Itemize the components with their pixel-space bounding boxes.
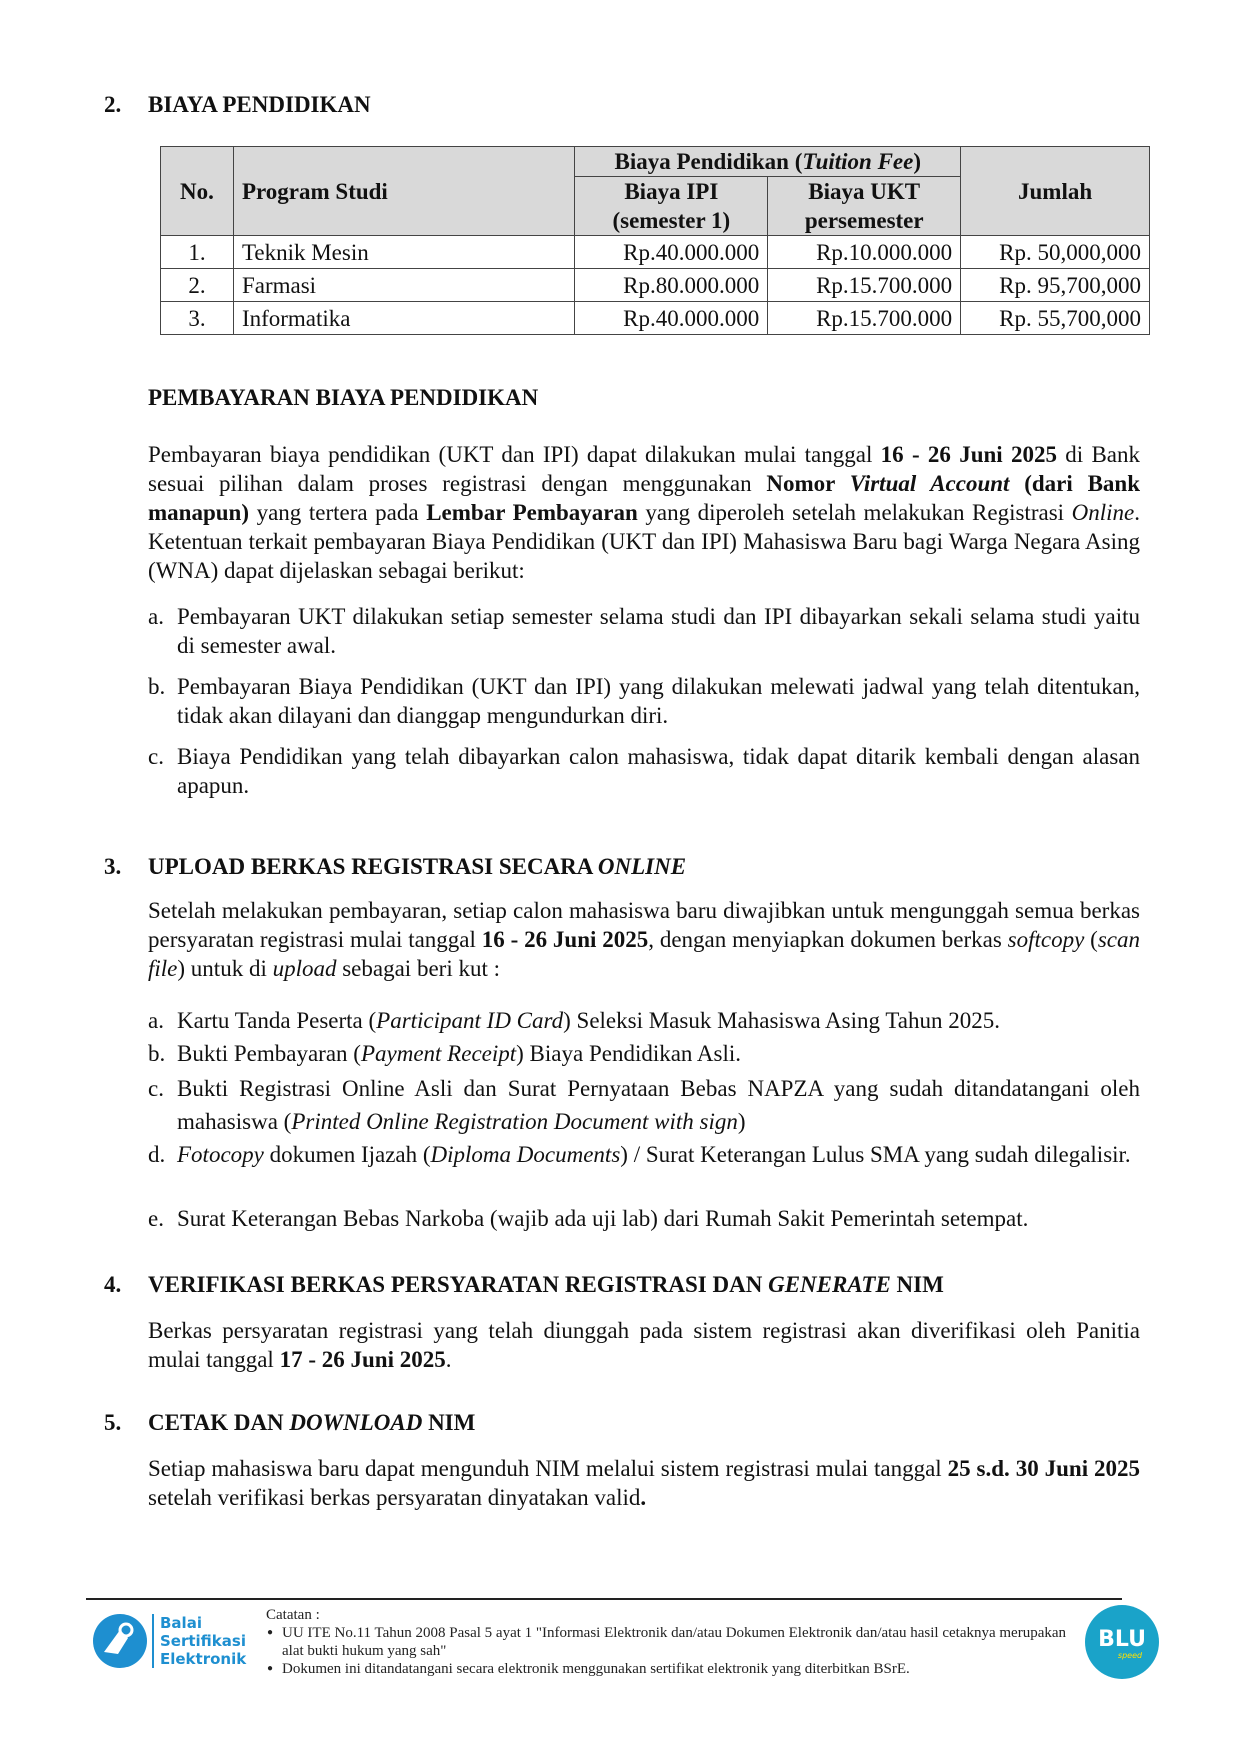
list-item: a. Kartu Tanda Peserta (Participant ID Card) Seleksi Masuk Mahasiswa Asing Tahun 2025.: [148, 1008, 1000, 1033]
footer-notes: [266, 1606, 1086, 1678]
cell-ukt: Rp.10.000.000: [768, 236, 961, 269]
list-item: c. Bukti Registrasi Online Asli dan Surat Pernyataan Bebas NAPZA yang sudah ditandatangani oleh mahasiswa (Printed Online Registration Document with sign): [148, 1076, 1140, 1134]
cell-program: Teknik Mesin: [233, 236, 574, 269]
blu-logo-subtext: speed: [1117, 1651, 1143, 1660]
list-item: d. Fotocopy dokumen Ijazah (Diploma Documents) / Surat Keterangan Lulus SMA yang sudah dilegalisir.: [148, 1142, 1131, 1167]
list-item: b. Bukti Pembayaran (Payment Receipt) Biaya Pendidikan Asli.: [148, 1041, 742, 1066]
list-item: a. Pembayaran UKT dilakukan setiap semester selama studi dan IPI dibayarkan sekali selama studi yaitu di semester awal.: [148, 604, 1140, 658]
table-row: [161, 269, 1150, 302]
section-title: VERIFIKASI BERKAS PERSYARATAN REGISTRASI DAN GENERATE NIM: [148, 1272, 944, 1297]
list-item: e. Surat Keterangan Bebas Narkoba (wajib ada uji lab) dari Rumah Sakit Pemerintah setempat.: [148, 1206, 1029, 1231]
col-header-ipi: Biaya IPI (semester 1): [575, 177, 768, 236]
list-item: b. Pembayaran Biaya Pendidikan (UKT dan IPI) yang dilakukan melewati jadwal yang telah ditentukan, tidak akan dilayani dan dianggap mengundurkan diri.: [148, 674, 1140, 728]
footer-note: ● Dokumen ini ditandatangani secara elektronik menggunakan sertifikat elektronik yang diterbitkan BSrE.: [282, 1660, 1086, 1678]
col-header-program: Program Studi: [233, 147, 574, 236]
section-title: BIAYA PENDIDIKAN: [148, 92, 371, 117]
blu-logo-text: BLU: [1098, 1627, 1146, 1652]
verification-paragraph: Berkas persyaratan registrasi yang telah diunggah pada sistem registrasi akan diverifikasi oleh Panitia mulai tanggal 17 - 26 Juni 2025.: [148, 1318, 1140, 1372]
cell-jumlah: Rp. 50,000,000: [961, 236, 1150, 269]
blu-speed-logo: [1084, 1604, 1160, 1680]
download-paragraph: Setiap mahasiswa baru dapat mengunduh NIM melalui sistem registrasi mulai tanggal 25 s.d. 30 Juni 2025 setelah verifikasi berkas persyaratan dinyatakan valid.: [148, 1456, 1141, 1510]
cell-jumlah: Rp. 95,700,000: [961, 269, 1150, 302]
col-header-group: Biaya Pendidikan (Tuition Fee): [575, 147, 961, 177]
section-number: 3.: [104, 854, 122, 879]
cell-ukt: Rp.15.700.000: [768, 269, 961, 302]
footer-divider: [86, 1598, 1122, 1600]
bsre-logo-line: Elektronik: [160, 1650, 247, 1668]
cell-no: 1.: [161, 236, 234, 269]
cell-ipi: Rp.40.000.000: [575, 236, 768, 269]
col-header-jumlah: Jumlah: [961, 147, 1150, 236]
section-number: 5.: [104, 1410, 122, 1435]
bsre-logo-line: Balai: [160, 1614, 202, 1632]
col-header-ukt: Biaya UKT persemester: [768, 177, 961, 236]
section-title: CETAK DAN DOWNLOAD NIM: [148, 1410, 476, 1435]
col-header-no: No.: [161, 147, 234, 236]
section-title: UPLOAD BERKAS REGISTRASI SECARA ONLINE: [148, 854, 687, 879]
cell-no: 3.: [161, 302, 234, 335]
bsre-logo: [90, 1608, 250, 1674]
cell-program: Farmasi: [233, 269, 574, 302]
cell-ipi: Rp.40.000.000: [575, 302, 768, 335]
upload-paragraph: Setelah melakukan pembayaran, setiap calon mahasiswa baru diwajibkan untuk mengunggah semua berkas persyaratan registrasi mulai tanggal 16 - 26 Juni 2025, dengan menyiapkan dokumen berkas softcopy (scan file) untuk di upload sebagai beri kut :: [148, 898, 1140, 981]
cell-jumlah: Rp. 55,700,000: [961, 302, 1150, 335]
list-item: c. Biaya Pendidikan yang telah dibayarkan calon mahasiswa, tidak dapat ditarik kembali dengan alasan apapun.: [148, 744, 1140, 798]
footer-notes-title: Catatan :: [266, 1607, 320, 1623]
table-row: [161, 236, 1150, 269]
footer-note: ● UU ITE No.11 Tahun 2008 Pasal 5 ayat 1 "Informasi Elektronik dan/atau Dokumen Elektronik dan/atau hasil cetaknya merupakan alat bukti hukum yang sah": [282, 1624, 1086, 1660]
tuition-fee-table: [160, 146, 1150, 335]
cell-program: Informatika: [233, 302, 574, 335]
table-row: [161, 302, 1150, 335]
section-number: 4.: [104, 1272, 122, 1297]
payment-title: PEMBAYARAN BIAYA PENDIDIKAN: [148, 385, 539, 410]
section-number: 2.: [104, 92, 122, 117]
bsre-logo-line: Sertifikasi: [160, 1632, 246, 1650]
cell-no: 2.: [161, 269, 234, 302]
payment-paragraph: Pembayaran biaya pendidikan (UKT dan IPI) dapat dilakukan mulai tanggal 16 - 26 Juni 2025 di Bank sesuai pilihan dalam proses registrasi dengan menggunakan Nomor Virtual Account (dari Bank manapun) yang tertera pada Lembar Pembayaran yang diperoleh setelah melakukan Registrasi Online. Ketentuan terkait pembayaran Biaya Pendidikan (UKT dan IPI) Mahasiswa Baru bagi Warga Negara Asing (WNA) dapat dijelaskan sebagai berikut:: [148, 442, 1141, 583]
cell-ipi: Rp.80.000.000: [575, 269, 768, 302]
cell-ukt: Rp.15.700.000: [768, 302, 961, 335]
